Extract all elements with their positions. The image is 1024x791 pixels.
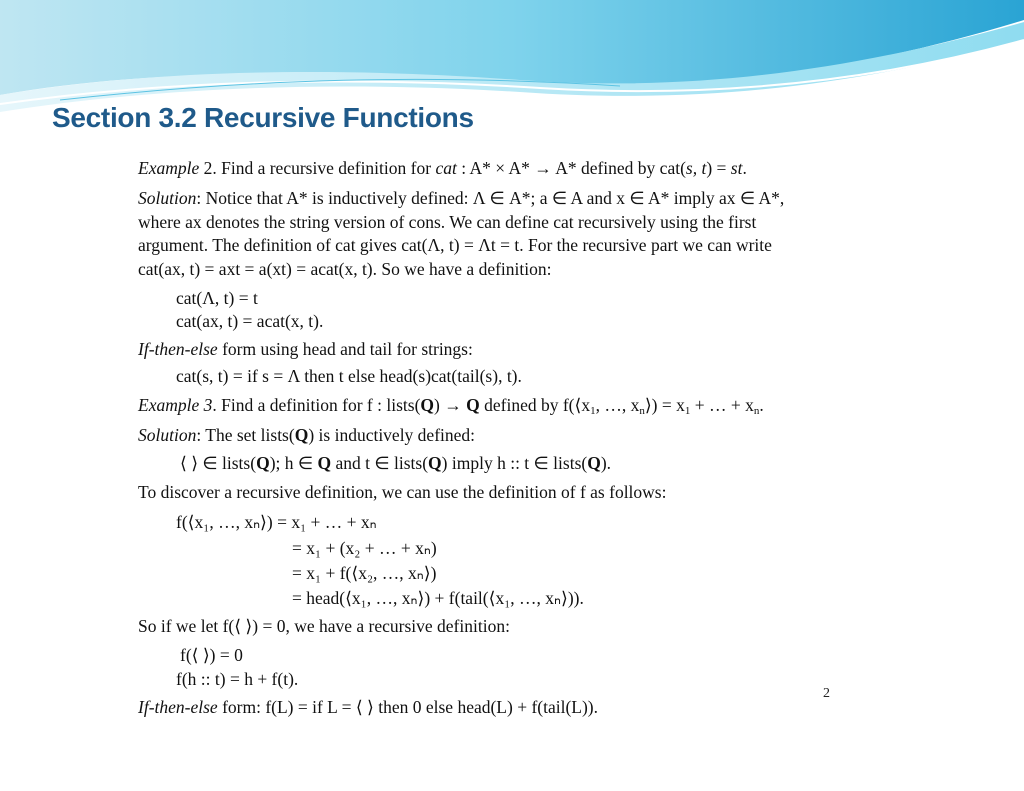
page-number: 2 bbox=[823, 686, 830, 701]
discover-line: To discover a recursive definition, we can use the definition of f as follows: bbox=[138, 482, 667, 502]
example-2-line: Example 2. Find a recursive definition for cat : A* × A* → A* defined by cat(s, t) = st. bbox=[138, 158, 747, 178]
equation-line-2: = x₁ + (x₂ + … + xₙ) bbox=[292, 538, 437, 558]
cat-definition-recursive: cat(ax, t) = acat(x, t). bbox=[176, 311, 324, 331]
f-ite-line: If-then-else form: f(L) = if L = ⟨ ⟩ then 0 else head(L) + f(tail(L)). bbox=[138, 697, 599, 717]
equation-line-4: = head(⟨x₁, …, xₙ⟩) + f(tail(⟨x₁, …, xₙ⟩)). bbox=[292, 588, 584, 608]
solution-line-2: where ax denotes the string version of cons. We can define cat recursively using the first bbox=[138, 212, 757, 232]
so-if-line: So if we let f(⟨ ⟩) = 0, we have a recursive definition: bbox=[138, 616, 510, 636]
f-definition-recursive: f(h :: t) = h + f(t). bbox=[176, 669, 299, 689]
equation-line-1: f(⟨x₁, …, xₙ⟩) = x₁ + … + xₙ bbox=[176, 512, 377, 532]
solution-line-1: Solution: Notice that A* is inductively defined: Λ ∈ A*; a ∈ A and x ∈ A* imply ax ∈ A*, bbox=[138, 188, 785, 208]
lists-inductive-definition: ⟨ ⟩ ∈ lists(Q); h ∈ Q and t ∈ lists(Q) imply h :: t ∈ lists(Q). bbox=[180, 453, 612, 473]
solution-3-line: Solution: The set lists(Q) is inductively defined: bbox=[138, 425, 476, 445]
cat-ite-definition: cat(s, t) = if s = Λ then t else head(s)cat(tail(s), t). bbox=[176, 366, 522, 386]
example-3-line: Example 3. Find a definition for f : lists(Q) → Q defined by $f(⟨x_1$, …, $x_n⟩) = x_1$ + … + $x_n$. bbox=[138, 395, 764, 417]
solution-line-4: cat(ax, t) = axt = a(xt) = acat(x, t). So we have a definition: bbox=[138, 259, 552, 279]
ite-intro-line: If-then-else form using head and tail for strings: bbox=[138, 339, 473, 359]
cat-definition-base: cat(Λ, t) = t bbox=[176, 288, 258, 308]
solution-line-3: argument. The definition of cat gives cat(Λ, t) = Λt = t. For the recursive part we can write bbox=[138, 235, 772, 255]
f-definition-base: f(⟨ ⟩) = 0 bbox=[180, 645, 243, 665]
equation-line-3: = x₁ + f(⟨x₂, …, xₙ⟩) bbox=[292, 563, 437, 583]
slide-title: Section 3.2 Recursive Functions bbox=[52, 102, 474, 133]
